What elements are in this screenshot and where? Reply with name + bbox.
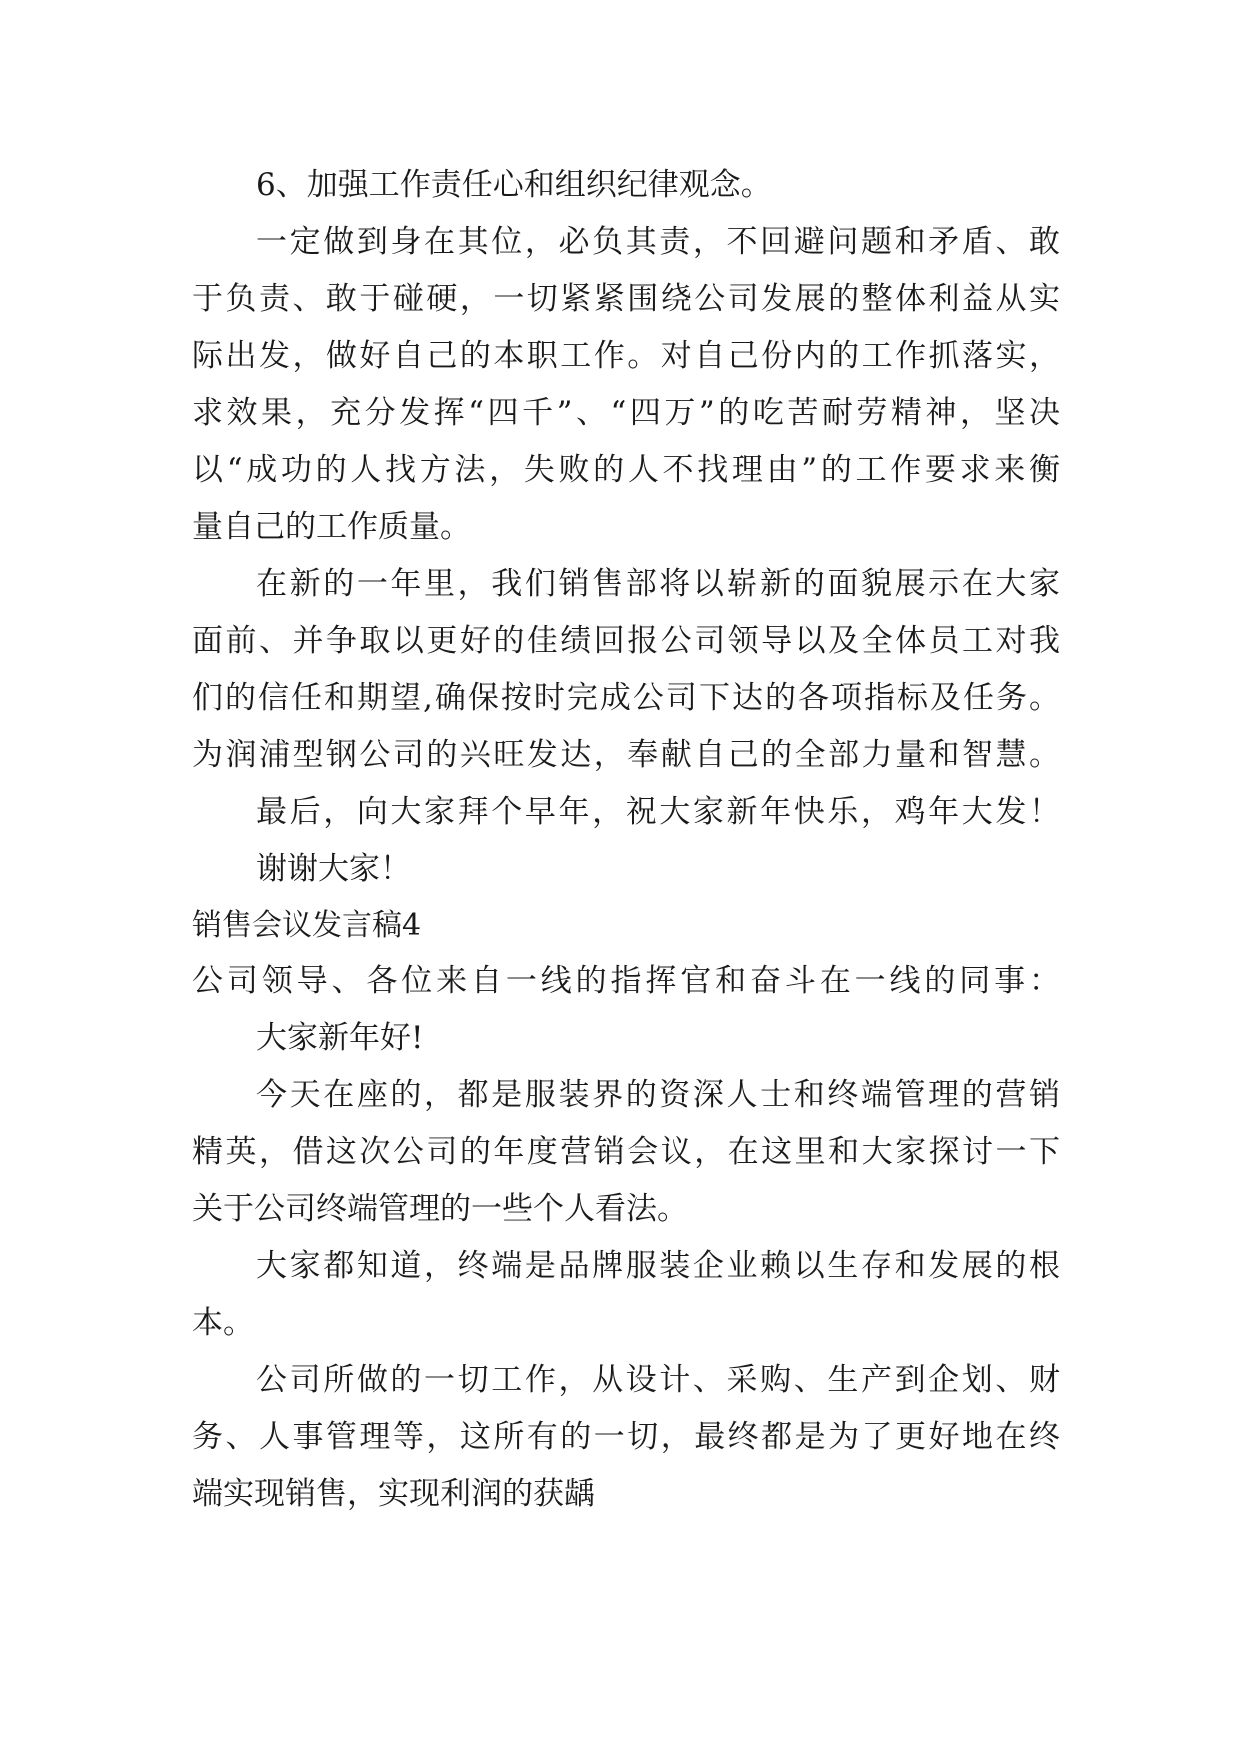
salutation-line: 公司领导、各位来自一线的指挥官和奋斗在一线的同事：	[192, 963, 1060, 999]
paragraph-line: 面前、并争取以更好的佳绩回报公司领导以及全体员工对我	[192, 623, 1060, 659]
paragraph-line: 公司所做的一切工作，从设计、采购、生产到企划、财	[256, 1362, 1060, 1398]
paragraph-line: 大家都知道，终端是品牌服装企业赖以生存和发展的根	[256, 1248, 1060, 1284]
paragraph-line: 本。	[192, 1305, 254, 1341]
paragraph-line: 最后，向大家拜个早年，祝大家新年快乐，鸡年大发！	[256, 794, 1060, 830]
paragraph-line: 6、加强工作责任心和组织纪律观念。	[256, 167, 772, 203]
paragraph-line: 际出发，做好自己的本职工作。对自己份内的工作抓落实，	[192, 338, 1060, 374]
paragraph-line: 端实现销售，实现利润的获龋	[192, 1476, 595, 1512]
paragraph-line: 关于公司终端管理的一些个人看法。	[192, 1191, 688, 1227]
paragraph-line: 求效果，充分发挥“四千”、“四万”的吃苦耐劳精神，坚决	[192, 395, 1060, 431]
paragraph-line: 精英，借这次公司的年度营销会议，在这里和大家探讨一下	[192, 1134, 1060, 1170]
greeting-line: 大家新年好!	[256, 1020, 424, 1056]
paragraph-line: 一定做到身在其位，必负其责，不回避问题和矛盾、敢	[256, 224, 1060, 260]
paragraph-line: 为润浦型钢公司的兴旺发达，奉献自己的全部力量和智慧。	[192, 737, 1060, 773]
document-body	[192, 157, 1060, 1523]
paragraph-line: 量自己的工作质量。	[192, 509, 471, 545]
paragraph-line: 务、人事管理等，这所有的一切，最终都是为了更好地在终	[192, 1419, 1060, 1455]
paragraph-line: 以“成功的人找方法，失败的人不找理由”的工作要求来衡	[192, 452, 1060, 488]
paragraph-line: 们的信任和期望,确保按时完成公司下达的各项指标及任务。	[192, 680, 1060, 716]
paragraph-line: 于负责、敢于碰硬，一切紧紧围绕公司发展的整体利益从实	[192, 281, 1060, 317]
paragraph-line: 在新的一年里，我们销售部将以崭新的面貌展示在大家	[256, 566, 1060, 602]
paragraph-line: 谢谢大家！	[256, 851, 411, 887]
paragraph-line: 今天在座的，都是服装界的资深人士和终端管理的营销	[256, 1077, 1060, 1113]
section-heading: 销售会议发言稿4	[192, 908, 422, 943]
